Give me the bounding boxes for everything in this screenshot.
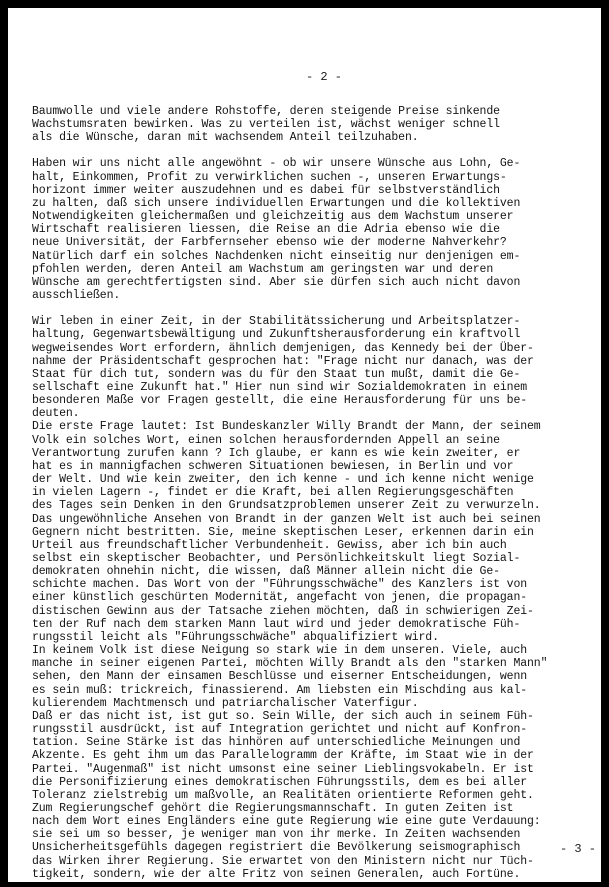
text-line: nach dem Wort eines Engländers eine gute Regierung wie eine gute Verdauung: — [32, 815, 541, 829]
text-line: Staat für dich tut, sondern was du für den Staat tun mußt, damit die Ge- — [32, 367, 521, 381]
text-line: Zum Regierungschef gehört die Regierungsmannschaft. In guten Zeiten ist — [32, 801, 514, 815]
text-line: das Wirken ihrer Regierung. Sie erwartet von den Ministern nicht nur Tüch- — [32, 854, 534, 868]
body-text — [32, 105, 588, 881]
text-line: tation. Seine Stärke ist das hinhören auf unterschiedliche Meinungen und — [32, 736, 521, 750]
document-page — [8, 8, 601, 882]
text-line: Natürlich darf ein solches Nachdenken nicht einseitig nur denjenigen em- — [32, 249, 521, 263]
text-line: nahme der Präsidentschaft gesprochen hat: "Frage nicht nur danach, was der — [32, 354, 534, 368]
text-line: die Personifizierung eines demokratischen Führungsstils, dem es bei aller — [32, 775, 528, 789]
text-line: schichte machen. Das Wort von der "Führungsschwäche" des Kanzlers ist von — [32, 578, 528, 592]
text-line: In keinem Volk ist diese Neigung so stark wie in dem unseren. Viele, auch — [32, 644, 528, 658]
next-page-marker: - 3 - — [560, 842, 597, 856]
text-line: Unsicherheitsgefühls dagegen registriert die Bevölkerung seismographisch — [32, 841, 521, 855]
text-line: besonderen Maße vor Fragen gestellt, die eine Herausforderung für uns be- — [32, 394, 528, 408]
text-line: Wachstumsraten bewirken. Was zu verteilen ist, wächst weniger schnell — [32, 118, 500, 132]
text-line: tigkeit, sondern, wie der alte Fritz von seinen Generalen, auch Fortüne. — [32, 867, 521, 881]
text-line: es sein muß: trickreich, finassierend. Am liebsten ein Mischding aus kal- — [32, 683, 528, 697]
text-line: pfohlen werden, deren Anteil am Wachstum am geringsten war und deren — [32, 262, 494, 276]
page-number: - 2 - — [306, 70, 343, 84]
text-line: horizont immer weiter auszudehnen und es dabei für selbstverständlich — [32, 183, 500, 197]
text-line: neue Universität, der Farbfernseher ebenso wie der moderne Nahverkehr? — [32, 236, 507, 250]
text-line: deuten. — [32, 407, 80, 421]
paragraph — [32, 157, 588, 302]
text-line: Daß er das nicht ist, ist gut so. Sein Wille, der sich auch in seinem Füh- — [32, 709, 534, 723]
text-line: haltung, Gegenwartsbewältigung und Zukunftsherausforderung ein kraftvoll — [32, 328, 521, 342]
text-line: einer künstlich geschürten Modernität, angefacht von jenen, die propagan- — [32, 591, 528, 605]
paragraph — [32, 420, 588, 880]
text-line: sellschaft eine Zukunft hat." Hier nun sind wir Sozialdemokraten in einem — [32, 380, 528, 394]
text-line: sehen, den Mann der einsamen Beschlüsse und eiserner Entscheidungen, wenn — [32, 670, 528, 684]
text-line: distischen Gewinn aus der Tatsache ziehen möchten, daß in schwierigen Zei- — [32, 604, 534, 618]
text-line: der Welt. Und wie kein zweiter, den ich kenne - und ich kenne nicht wenige — [32, 473, 534, 487]
text-line: als die Wünsche, daran mit wachsendem Anteil teilzuhaben. — [32, 131, 419, 145]
text-line: Akzente. Es geht ihm um das Parallelogramm der Kräfte, im Staat wie in der — [32, 749, 534, 763]
text-line: rungsstil leicht als "Führungsschwäche" abqualifiziert wird. — [32, 630, 439, 644]
text-line: ausschließen. — [32, 289, 121, 303]
text-line: zu halten, daß sich unsere individuellen Erwartungen und die kollektiven — [32, 196, 521, 210]
text-line: selbst ein skeptischer Beobachter, und Persönlichkeitskult liegt Sozial- — [32, 552, 521, 565]
text-line: Urteil aus freundschaftlicher Verbundenheit. Gewiss, aber ich bin auch — [32, 538, 507, 552]
text-line: manche in seiner eigenen Partei, möchten Willy Brandt als den "starken Mann" — [32, 657, 548, 671]
text-line: Das ungewöhnliche Ansehen von Brandt in der ganzen Welt ist auch bei seinen — [32, 512, 541, 526]
text-line: Volk ein solches Wort, einen solchen herausfordernden Appell an seine — [32, 433, 500, 447]
text-line: ten der Ruf nach dem starken Mann laut wird und jeder demokratische Füh- — [32, 617, 521, 631]
paragraph — [32, 315, 588, 420]
text-line: kulierendem Machtmensch und patriarchalischer Vaterfigur. — [32, 696, 419, 710]
text-line: Gegnern nicht bestritten. Sie, meine skeptischen Leser, erkennen darin ein — [32, 525, 534, 539]
text-line: Baumwolle und viele andere Rohstoffe, deren steigende Preise sinkende — [32, 105, 500, 118]
text-line: Wir leben in einer Zeit, in der Stabilitätssicherung und Arbeitsplatzer- — [32, 315, 521, 329]
text-line: sie sei um so besser, je weniger man von ihr merke. In Zeiten wachsenden — [32, 828, 521, 842]
text-line: Verantwortung zurufen kann ? Ich glaube, er kann es wie kein zweiter, er — [32, 446, 521, 460]
text-line: in vielen Lagern -, findet er die Kraft, bei allen Regierungsgeschäften — [32, 486, 514, 500]
text-line: demokraten ohnehin nicht, die wissen, daß Männer allein nicht die Ge- — [32, 565, 500, 579]
text-line: halt, Einkommen, Profit zu verwirklichen suchen -, unseren Erwartungs- — [32, 170, 507, 184]
text-line: Haben wir uns nicht alle angewöhnt - ob wir unsere Wünsche aus Lohn, Ge- — [32, 157, 521, 171]
text-line: wegweisendes Wort erfordern, ähnlich demjenigen, das Kennedy bei der Über- — [32, 341, 534, 355]
text-line: rungsstil ausdrückt, ist auf Integration gerichtet und nicht auf Konfron- — [32, 723, 528, 737]
text-line: Toleranz zielstrebig um maßvolle, an Realitäten orientierte Reformen geht. — [32, 788, 534, 802]
paragraph — [32, 105, 588, 144]
text-line: Die erste Frage lautet: Ist Bundeskanzler Willy Brandt der Mann, der seinem — [32, 420, 541, 434]
text-line: des Tages sein Denken in den Grundsatzproblemen unserer Zeit zu verwurzeln. — [32, 499, 541, 513]
text-line: Notwendigkeiten gleichermaßen und gleichzeitig aus dem Wachstum unserer — [32, 210, 514, 224]
text-line: Wünsche am gerechtfertigsten sind. Aber sie dürfen sich auch nicht davon — [32, 275, 521, 289]
text-line: Partei. "Augenmaß" ist nicht umsonst eine seiner Lieblingsvokabeln. Er ist — [32, 762, 534, 776]
text-line: Wirtschaft realisieren liessen, die Reise an die Adria ebenso wie die — [32, 223, 500, 237]
text-line: hat es in mannigfachen schweren Situationen bewiesen, in Berlin und vor — [32, 459, 514, 473]
